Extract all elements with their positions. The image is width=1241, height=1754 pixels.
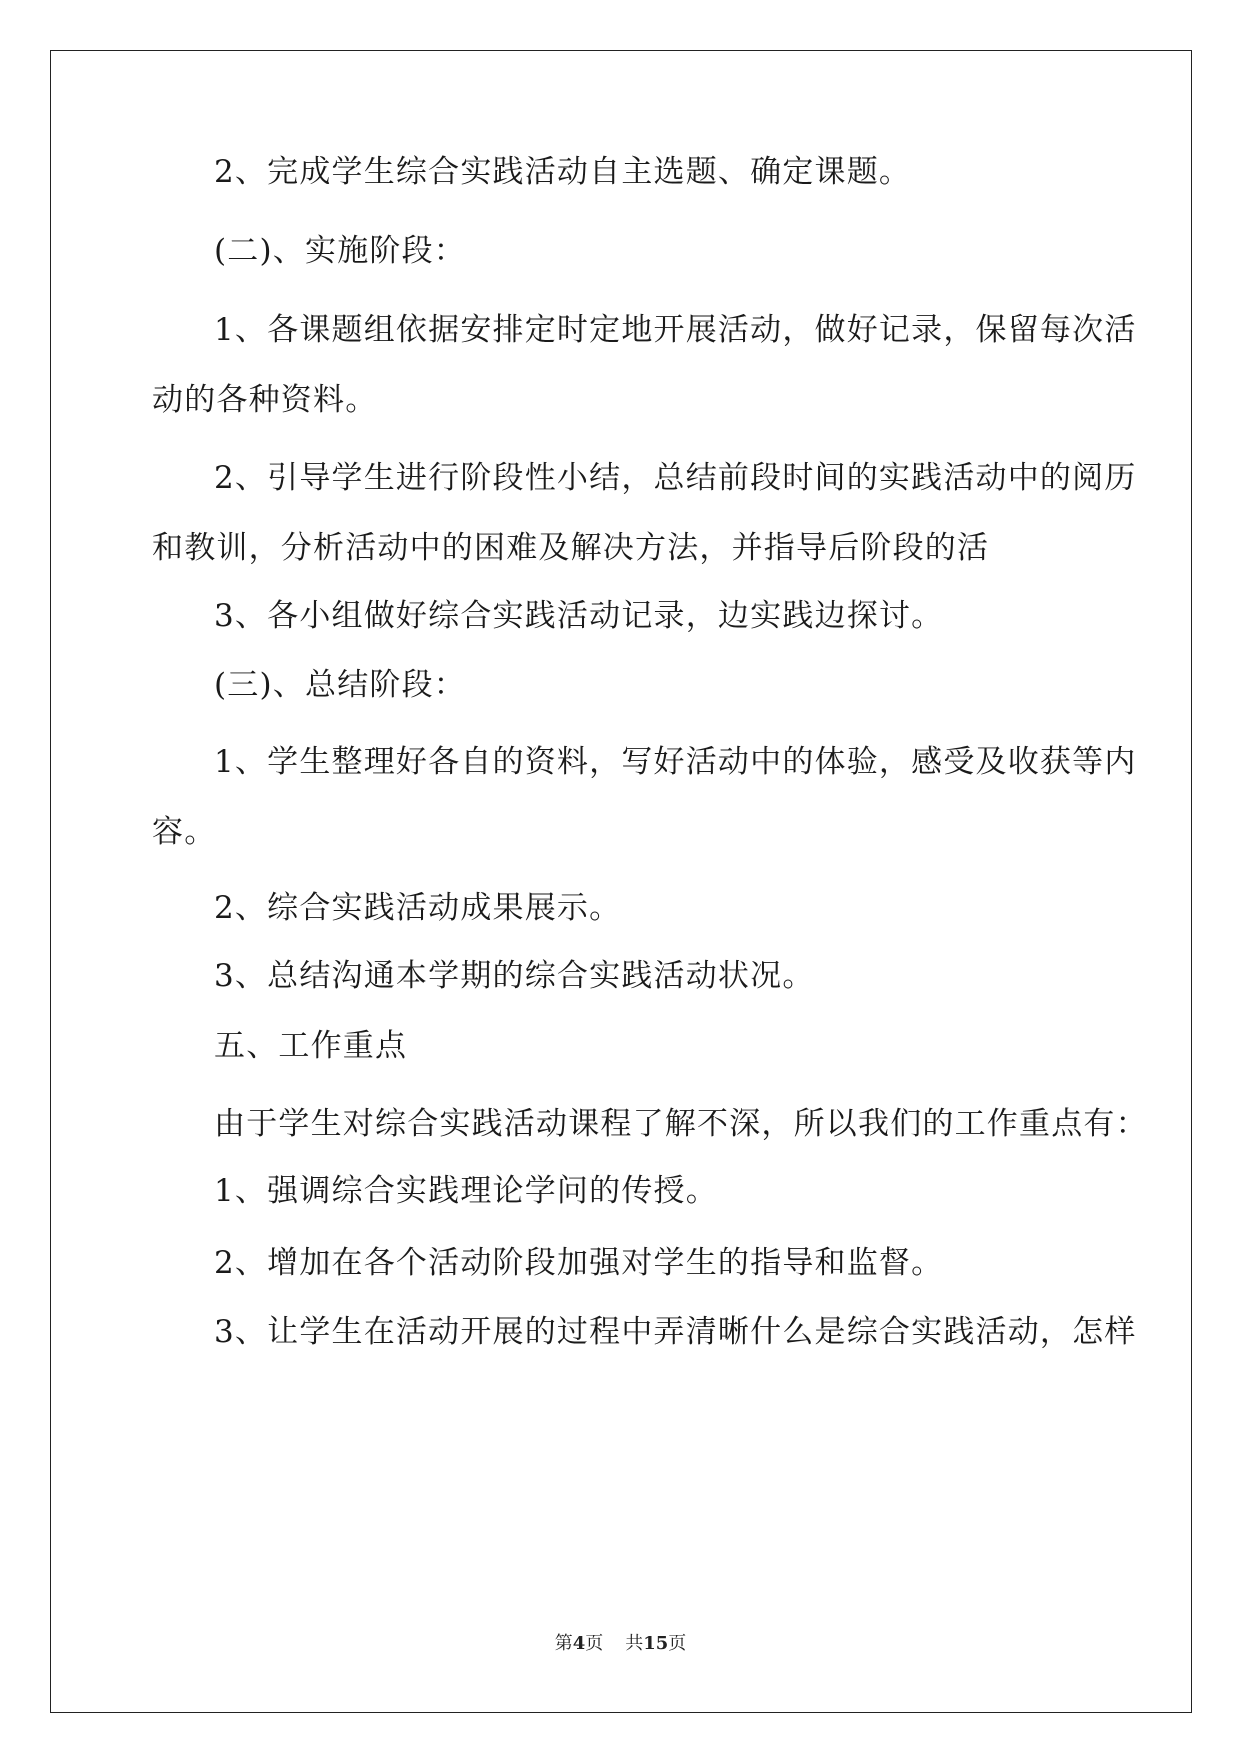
page-suffix: 页 xyxy=(585,1633,604,1654)
total-pages: 15 xyxy=(643,1633,669,1654)
paragraph: 1、学生整理好各自的资料，写好活动中的体验，感受及收获等内 xyxy=(214,744,1137,780)
paragraph-continuation: 动的各种资料。 xyxy=(152,382,378,418)
page-number: 4 xyxy=(572,1633,586,1654)
paragraph: 3、总结沟通本学期的综合实践活动状况。 xyxy=(214,958,815,994)
page-footer xyxy=(0,1632,1241,1656)
page-prefix: 第 xyxy=(554,1633,573,1654)
paragraph-continuation: 和教训，分析活动中的困难及解决方法，并指导后阶段的活 xyxy=(152,530,990,566)
paragraph: 2、完成学生综合实践活动自主选题、确定课题。 xyxy=(214,154,912,190)
paragraph: 3、各小组做好综合实践活动记录，边实践边探讨。 xyxy=(214,598,944,634)
paragraph: 2、综合实践活动成果展示。 xyxy=(214,890,622,926)
page-border xyxy=(50,50,1192,1713)
section-heading: 五、工作重点 xyxy=(214,1028,408,1064)
section-heading: (二)、实施阶段： xyxy=(214,233,466,269)
paragraph: 1、各课题组依据安排定时定地开展活动，做好记录，保留每次活 xyxy=(214,312,1137,348)
total-prefix: 共 xyxy=(625,1633,644,1654)
paragraph-continuation: 容。 xyxy=(152,814,217,850)
paragraph: 由于学生对综合实践活动课程了解不深，所以我们的工作重点有： xyxy=(214,1106,1148,1142)
total-suffix: 页 xyxy=(668,1633,687,1654)
paragraph: 2、引导学生进行阶段性小结，总结前段时间的实践活动中的阅历 xyxy=(214,460,1137,496)
section-heading: (三)、总结阶段： xyxy=(214,667,466,703)
paragraph: 1、强调综合实践理论学问的传授。 xyxy=(214,1173,718,1209)
paragraph: 2、增加在各个活动阶段加强对学生的指导和监督。 xyxy=(214,1245,944,1281)
paragraph: 3、让学生在活动开展的过程中弄清晰什么是综合实践活动，怎样 xyxy=(214,1314,1137,1350)
